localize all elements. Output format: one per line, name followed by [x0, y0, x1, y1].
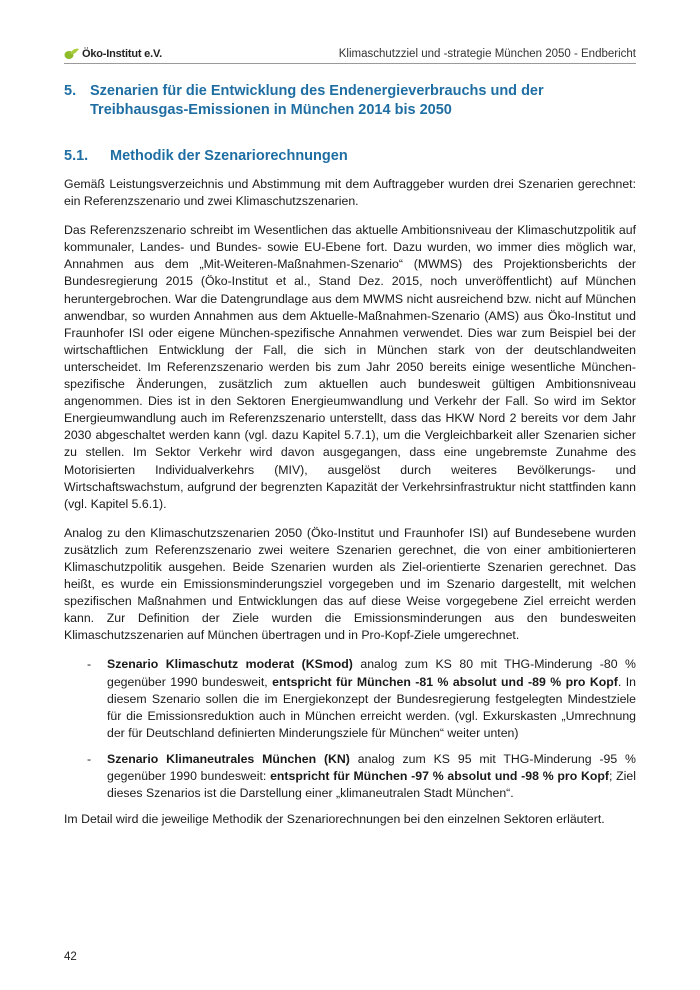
- paragraph: Gemäß Leistungsverzeichnis und Abstimmung mit dem Auftraggeber wurden drei Szenarien gerechnet: ein Referenzszenario und zwei Klimaschutzszenarien.: [64, 177, 636, 209]
- leaf-icon: [64, 48, 80, 60]
- list-dash: -: [87, 751, 92, 766]
- scenario-text: analog zum KS 80 mit THG-Minderung -80 % gegenüber 1990 bundesweit,: [107, 657, 636, 689]
- logo-text: Öko-Institut e.V.: [82, 48, 162, 60]
- paragraph: Analog zu den Klimaschutzszenarien 2050 (Öko-Institut und Fraunhofer ISI) auf Bundesebene wurden zusätzlich zum Referenzszenario zwei weitere Szenarien gerechnet, die von einer ambitionierteren Klimaschutzpolitik ausgehen. Beide Szenarien wurden als Ziel-orientierte Szenarien gerechnet. Das heißt, es wurde ein Emissionsminderungsziel vorgegeben und im Szenario dargestellt, mit welchen spezifischen Maßnahmen und Entwicklungen das auf diese Weise vorgegebene Ziel erreicht werden kann. Zur Definition der Ziele wurden die Emissionsminderungen aus den bundesweiten Klimaschutzszenarien auf München übertragen und in Pro-Kopf-Ziele umgerechnet.: [64, 525, 636, 643]
- list-item: [64, 656, 636, 741]
- report-title: Klimaschutzziel und -strategie München 2050 - Endbericht: [338, 48, 636, 60]
- scenario-text: analog zum KS 95 mit THG-Minderung -95 % gegenüber 1990 bundesweit:: [107, 751, 636, 783]
- scenario-target: entspricht für München -97 % absolut und -98 % pro Kopf: [270, 769, 609, 783]
- paragraph: Das Referenzszenario schreibt im Wesentlichen das aktuelle Ambitionsniveau der Klimaschutzpolitik auf kommunaler, Landes- und Bundes- sowie EU-Ebene fort. Dazu wurden, wo immer dies möglich war, Annahmen aus dem „Mit-Weiteren-Maßnahmen-Szenario“ (MWMS) des Projektionsberichts der Bundesregierung 2015 (Öko-Institut et al., Stand Dez. 2015, noch unveröffentlicht) auf München heruntergebrochen. War die Datengrundlage aus dem MWMS nicht ausreichend bzw. nicht auf München anwendbar, so wurden Annahmen aus dem Aktuelle-Maßnahmen-Szenario (AMS) aus Öko-Institut und Fraunhofer ISI oder eigene München-spezifische Annahmen verwendet. Dies war zum Beispiel bei der wirtschaftlichen Entwicklung der Fall, die sich in München stark von der deutschlandweiten unterscheidet. Im Referenzszenario werden bis zum Jahr 2050 bereits einige wesentliche München-spezifische Änderungen, zusätzlich zum aktuellen auch bundesweit gültigen Ambitionsniveau angenommen. Dies ist in den Sektoren Energieumwandlung und Verkehr der Fall. So wird im Sektor Energieumwandlung auch im Referenzszenario unterstellt, dass das HKW Nord 2 bereits vor dem Jahr 2030 abgeschaltet werden kann (vgl. dazu Kapitel 5.7.1), um die Vergleichbarkeit aller Szenarien sicher zu stellen. Im Sektor Verkehr wird davon ausgegangen, dass eine ungebremste Zunahme des Motorisierten Individualverkehrs (MIV), ausgelöst durch weiteres Bevölkerungs- und Wirtschaftswachstum, aufgrund der begrenzten Kapazität der Verkehrsinfrastruktur nicht stattfinden kann (vgl. Kapitel 5.6.1).: [64, 223, 636, 511]
- section-number: 5.: [64, 83, 77, 99]
- page-header: [64, 40, 636, 64]
- scenario-text: ; Ziel dieses Szenarios ist die Darstellung einer „klimaneutralen Stadt München“.: [107, 769, 636, 801]
- section-title: Szenarien für die Entwicklung des Endenergieverbrauchs und der Treibhausgas-Emissionen in München 2014 bis 2050: [90, 83, 544, 118]
- section-heading: [64, 82, 636, 120]
- subsection-title: Methodik der Szenariorechnungen: [110, 148, 348, 164]
- subsection-heading: [64, 147, 636, 166]
- subsection-number: 5.1.: [64, 148, 89, 164]
- scenario-name: Szenario Klimaneutrales München (KN): [107, 751, 350, 766]
- list-dash: -: [87, 657, 92, 672]
- list-item: [64, 751, 636, 802]
- closing-paragraph: Im Detail wird die jeweilige Methodik der Szenariorechnungen bei den einzelnen Sektoren erläutert.: [64, 812, 605, 827]
- page-number: 42: [64, 951, 77, 963]
- scenario-list: [64, 656, 636, 802]
- page-body: [64, 82, 636, 828]
- scenario-target: entspricht für München -81 % absolut und -89 % pro Kopf: [272, 674, 618, 689]
- scenario-name: Szenario Klimaschutz moderat (KSmod): [107, 657, 353, 672]
- oeko-institut-logo: [64, 48, 162, 60]
- scenario-text: . In diesem Szenario sollen die im Energiekonzept der Bundesregierung festgelegten Mindestziele für die Emissionsreduktion auch in München erreicht werden. (vgl. Exkurskasten „Umrechnung der für Deutschland definierten Minderungsziele für München“ weiter unten): [107, 674, 637, 740]
